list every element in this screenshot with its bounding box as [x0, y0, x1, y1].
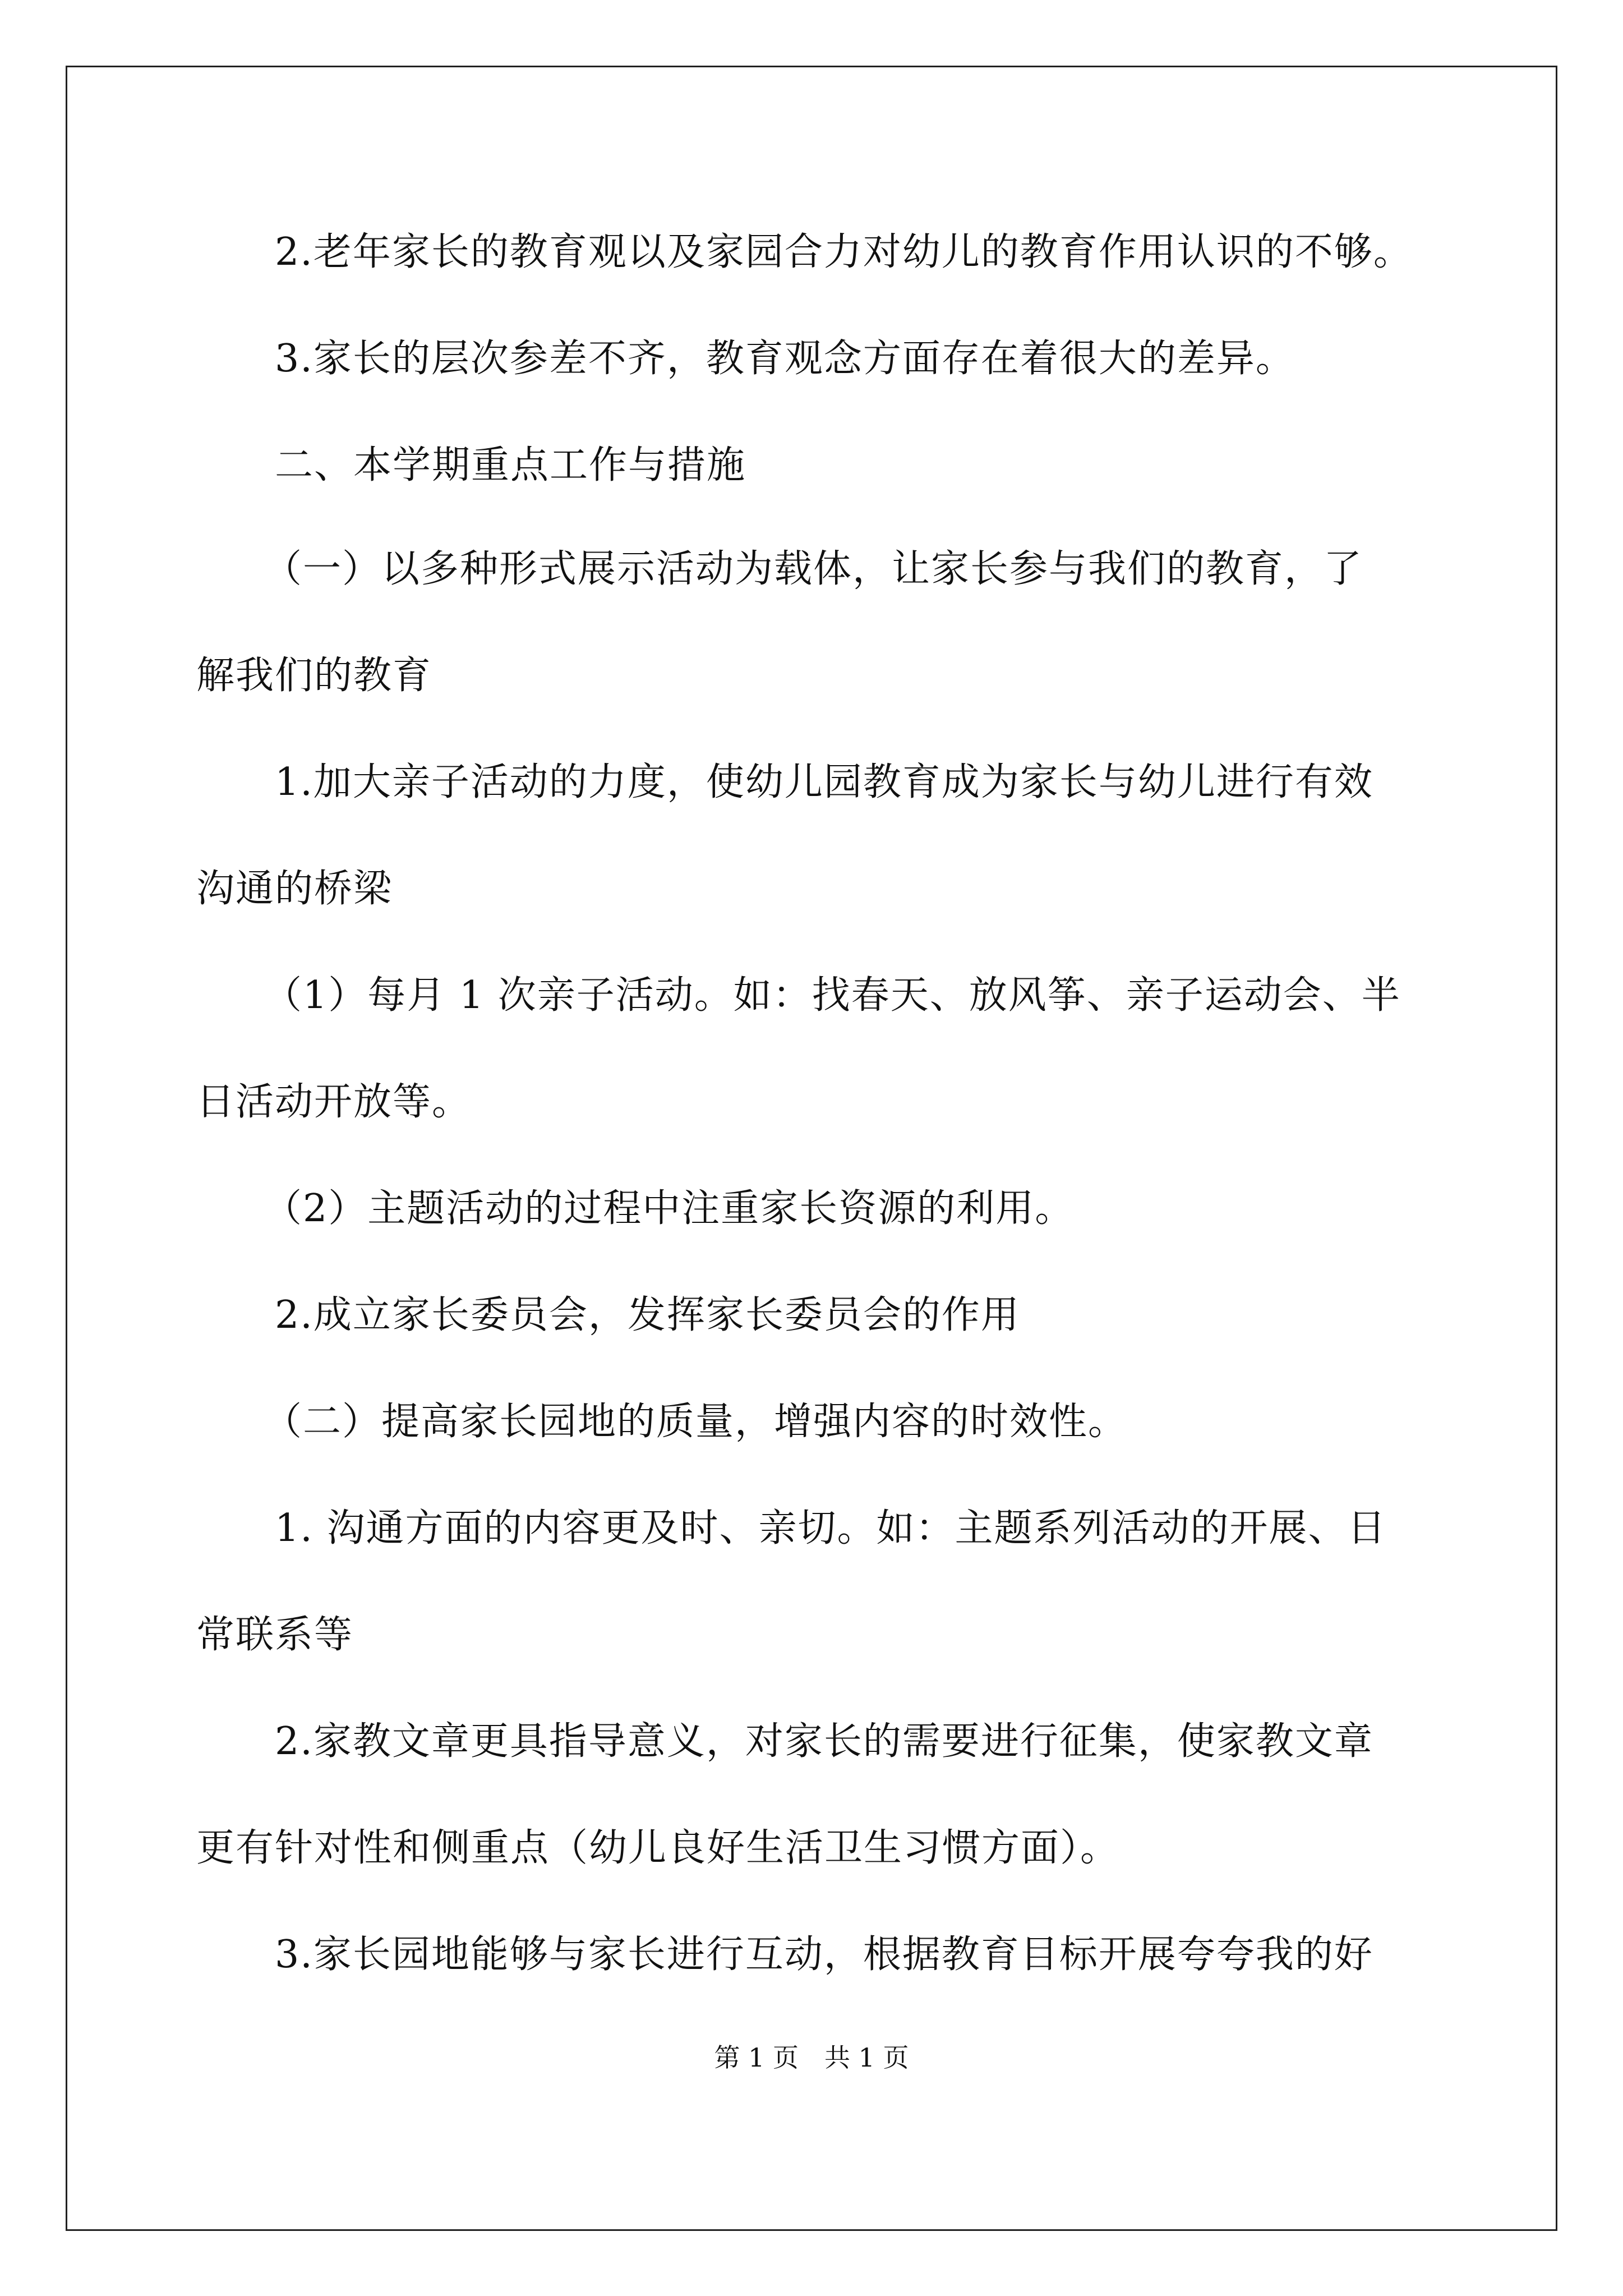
paragraph-line-17: 3.家长园地能够与家长进行互动，根据教育目标开展夸夸我的好 — [275, 1932, 1373, 1977]
paragraph-line-7: 沟通的桥梁 — [196, 867, 393, 911]
section-heading: 二、本学期重点工作与措施 — [275, 443, 746, 487]
paragraph-line-10: （2）主题活动的过程中注重家长资源的利用。 — [264, 1186, 1075, 1231]
paragraph-line-8: （1）每月 1 次亲子活动。如：找春天、放风筝、亲子运动会、半 — [264, 973, 1401, 1018]
paragraph-line-1: 2.老年家长的教育观以及家园合力对幼儿的教育作用认识的不够。 — [275, 230, 1413, 274]
paragraph-line-9: 日活动开放等。 — [196, 1080, 472, 1124]
paragraph-line-16: 更有针对性和侧重点（幼儿良好生活卫生习惯方面）。 — [196, 1826, 1120, 1870]
paragraph-line-6: 1.加大亲子活动的力度，使幼儿园教育成为家长与幼儿进行有效 — [275, 760, 1373, 804]
paragraph-line-2: 3.家长的层次参差不齐，教育观念方面存在着很大的差异。 — [275, 337, 1295, 381]
paragraph-line-12: （二）提高家长园地的质量，增强内容的时效性。 — [264, 1400, 1128, 1444]
paragraph-line-11: 2.成立家长委员会，发挥家长委员会的作用 — [275, 1293, 1020, 1337]
page-border — [66, 66, 1557, 2231]
paragraph-line-14: 常联系等 — [196, 1613, 354, 1657]
paragraph-line-13: 1. 沟通方面的内容更及时、亲切。如：主题系列活动的开展、日 — [275, 1506, 1387, 1550]
page-footer: 第 1 页 共 1 页 — [714, 2042, 909, 2073]
paragraph-line-15: 2.家教文章更具指导意义，对家长的需要进行征集，使家教文章 — [275, 1719, 1373, 1764]
paragraph-line-4: （一）以多种形式展示活动为载体，让家长参与我们的教育，了 — [264, 547, 1363, 591]
paragraph-line-5: 解我们的教育 — [196, 654, 432, 698]
